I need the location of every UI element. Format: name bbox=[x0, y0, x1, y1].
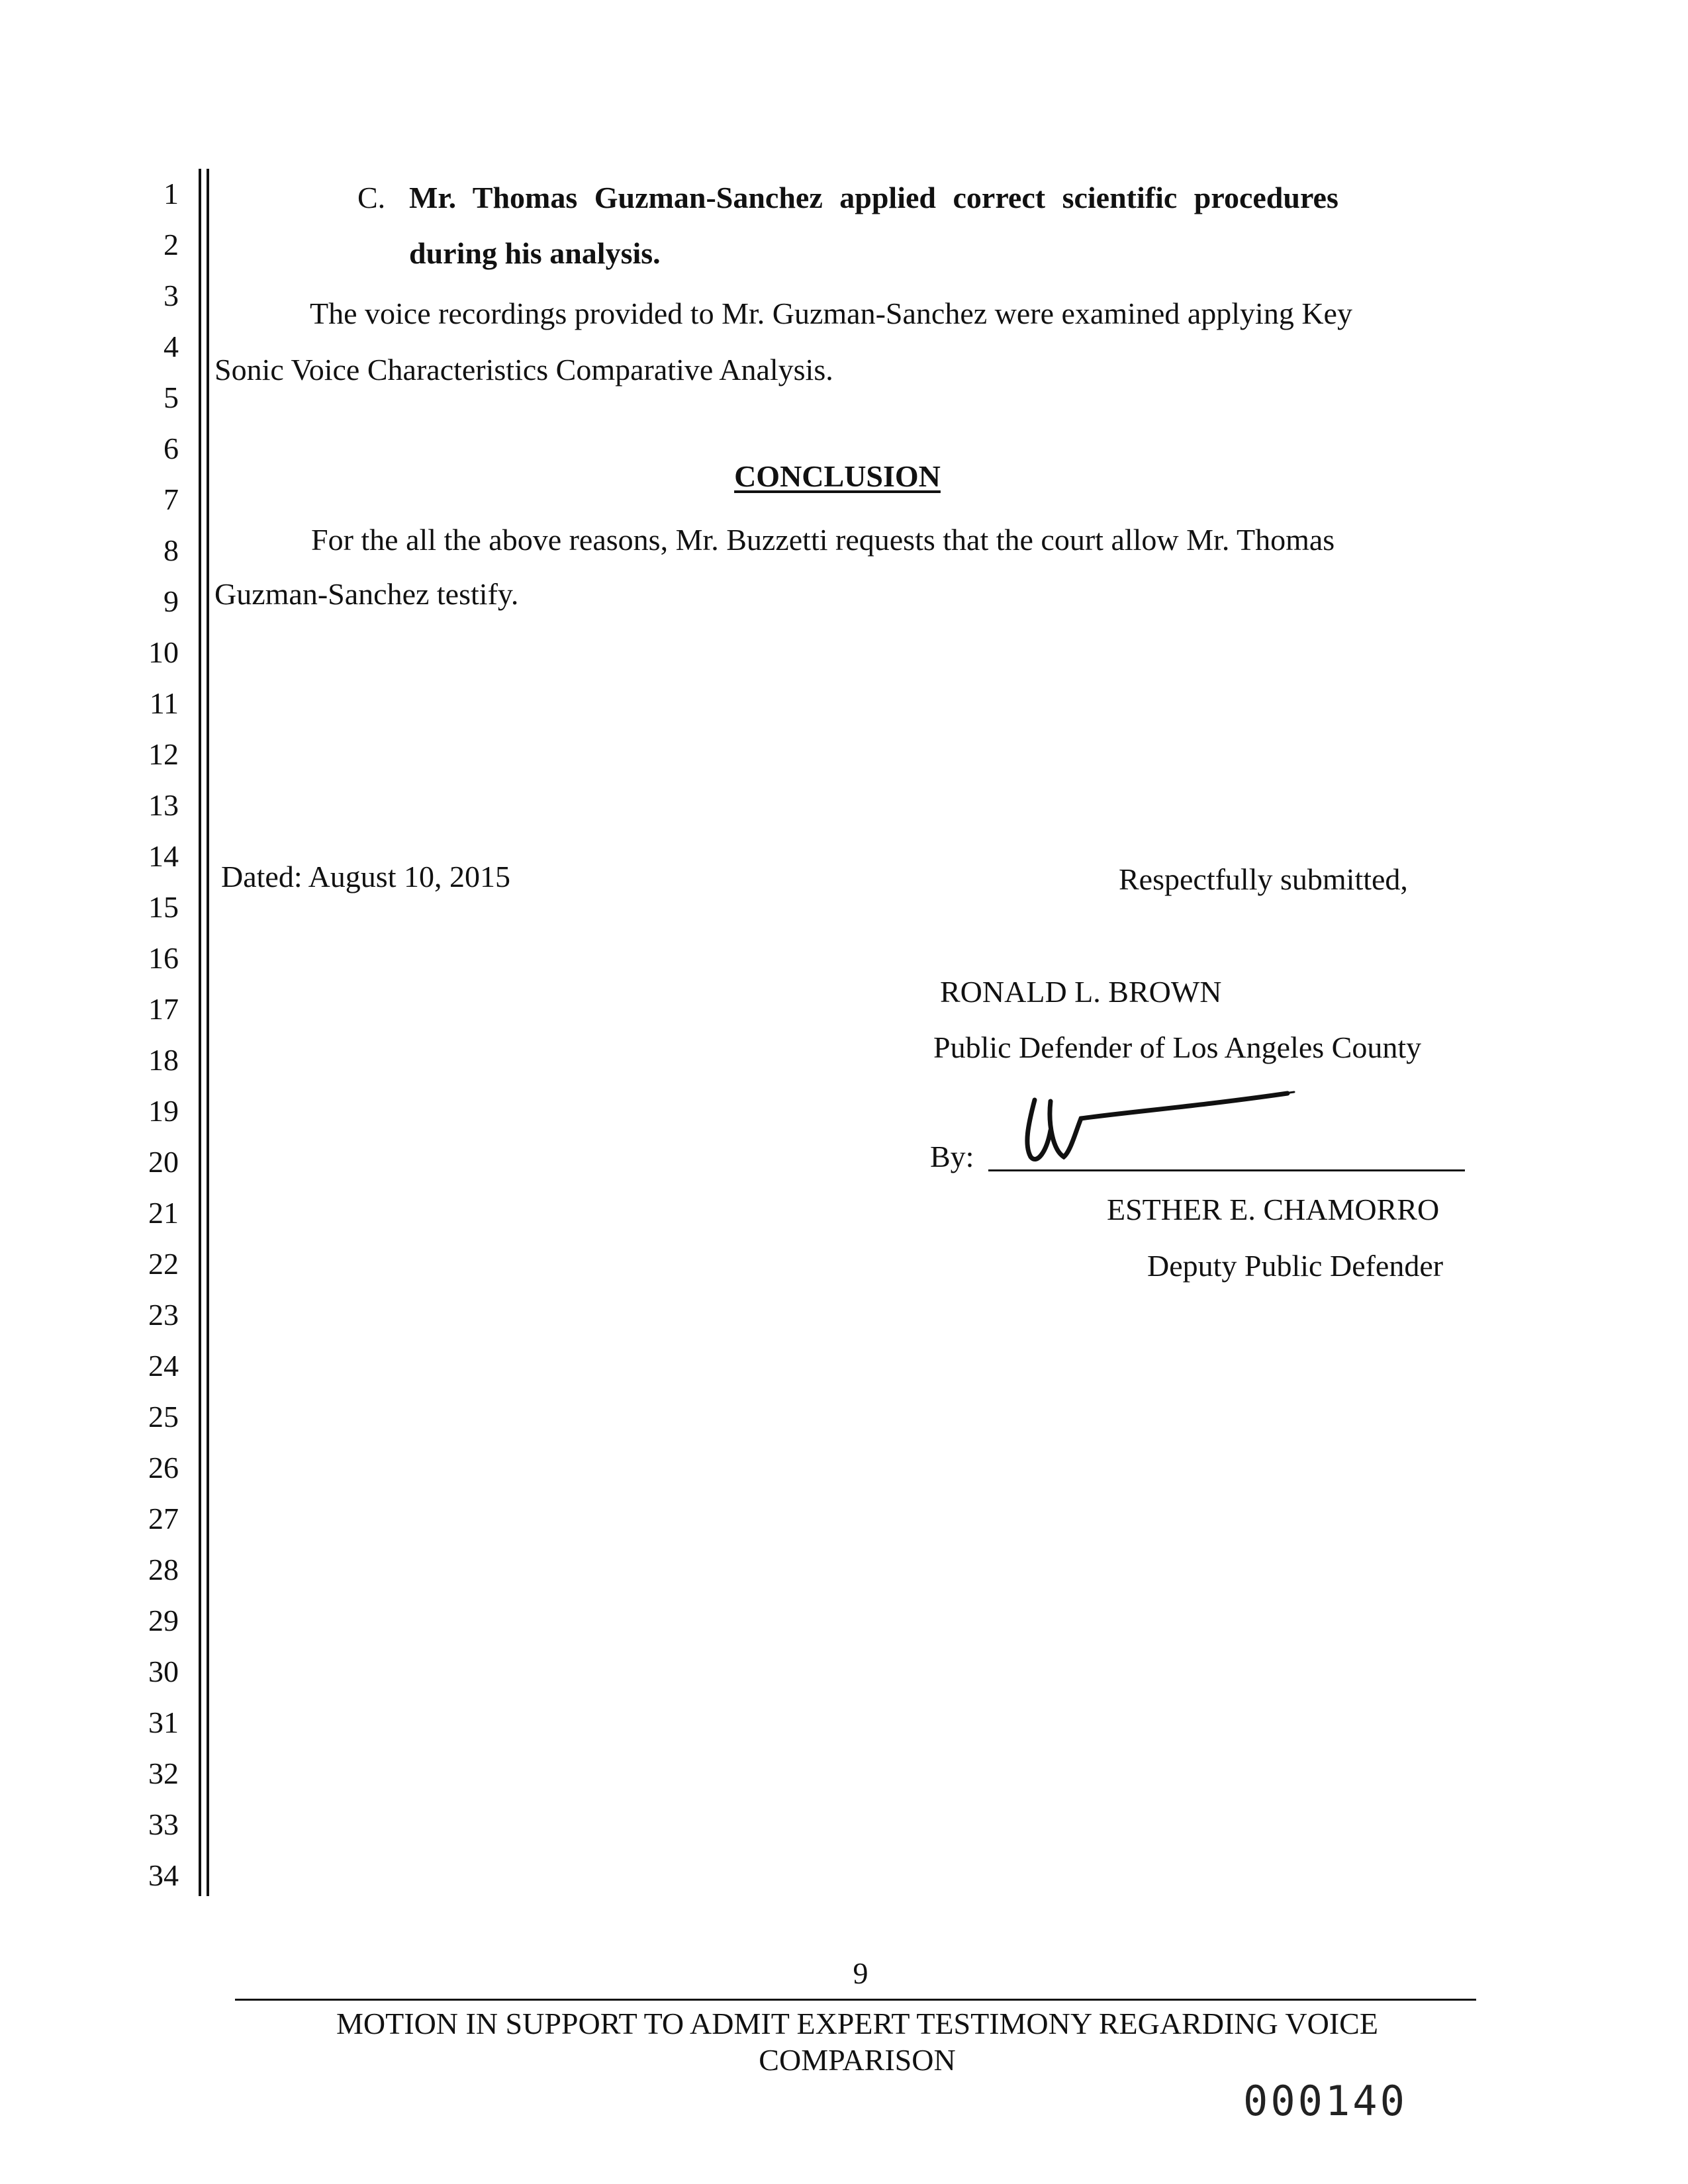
paragraph-line: The voice recordings provided to Mr. Guzman-Sanchez were examined applying Key bbox=[310, 296, 1352, 330]
line-number: 2 bbox=[164, 228, 179, 261]
line-number: 22 bbox=[148, 1247, 179, 1281]
line-number: 28 bbox=[148, 1553, 179, 1586]
line-number: 6 bbox=[164, 432, 179, 465]
footer-title-line1: MOTION IN SUPPORT TO ADMIT EXPERT TESTIMONY REGARDING VOICE bbox=[336, 2007, 1378, 2040]
line-number: 8 bbox=[164, 533, 179, 567]
paragraph-line: Sonic Voice Characteristics Comparative Analysis. bbox=[214, 353, 833, 387]
line-number: 3 bbox=[164, 279, 179, 312]
footer-rule bbox=[235, 1999, 1476, 2001]
line-number: 19 bbox=[148, 1094, 179, 1128]
line-number: 29 bbox=[148, 1604, 179, 1637]
section-letter: C. bbox=[357, 181, 386, 214]
line-number: 10 bbox=[148, 635, 179, 669]
line-number: 34 bbox=[148, 1858, 179, 1892]
margin-rule-left bbox=[199, 169, 201, 1896]
line-number: 30 bbox=[148, 1655, 179, 1688]
handwritten-signature bbox=[1016, 1079, 1307, 1171]
line-number: 9 bbox=[164, 584, 179, 618]
line-number: 18 bbox=[148, 1043, 179, 1077]
dated-line: Dated: August 10, 2015 bbox=[221, 860, 510, 893]
section-heading-line2: during his analysis. bbox=[409, 236, 661, 270]
line-number: 14 bbox=[148, 839, 179, 873]
line-number: 31 bbox=[148, 1706, 179, 1739]
conclusion-heading: CONCLUSION bbox=[734, 459, 941, 493]
line-number: 15 bbox=[148, 890, 179, 924]
signer-title: Public Defender of Los Angeles County bbox=[933, 1030, 1422, 1064]
line-number: 1 bbox=[164, 177, 179, 210]
section-heading-line1: Mr. Thomas Guzman-Sanchez applied correct scientific procedures bbox=[409, 181, 1338, 214]
signer-name: RONALD L. BROWN bbox=[940, 975, 1222, 1009]
line-number: 7 bbox=[164, 482, 179, 516]
respectfully-submitted: Respectfully submitted, bbox=[1119, 862, 1408, 896]
line-number: 33 bbox=[148, 1807, 179, 1841]
line-number: 16 bbox=[148, 941, 179, 975]
line-number: 17 bbox=[148, 992, 179, 1026]
line-number: 20 bbox=[148, 1145, 179, 1179]
conclusion-line: For the all the above reasons, Mr. Buzzetti requests that the court allow Mr. Thomas bbox=[311, 523, 1335, 557]
footer-title-line2: COMPARISON bbox=[759, 2043, 956, 2077]
line-number: 27 bbox=[148, 1502, 179, 1535]
page-number: 9 bbox=[853, 1956, 868, 1990]
line-number: 5 bbox=[164, 381, 179, 414]
line-number: 24 bbox=[148, 1349, 179, 1383]
line-number: 11 bbox=[149, 686, 179, 720]
deputy-title: Deputy Public Defender bbox=[1147, 1249, 1444, 1283]
margin-rule-right bbox=[207, 169, 209, 1896]
deputy-name: ESTHER E. CHAMORRO bbox=[1107, 1193, 1440, 1226]
by-label: By: bbox=[930, 1140, 974, 1173]
conclusion-line: Guzman-Sanchez testify. bbox=[214, 577, 519, 611]
line-numbers bbox=[0, 0, 199, 2184]
line-number: 25 bbox=[148, 1400, 179, 1433]
bates-stamp: 000140 bbox=[1243, 2077, 1407, 2125]
line-number: 4 bbox=[164, 330, 179, 363]
line-number: 12 bbox=[148, 737, 179, 771]
line-number: 13 bbox=[148, 788, 179, 822]
line-number: 21 bbox=[148, 1196, 179, 1230]
line-number: 32 bbox=[148, 1756, 179, 1790]
line-number: 23 bbox=[148, 1298, 179, 1332]
line-number: 26 bbox=[148, 1451, 179, 1484]
